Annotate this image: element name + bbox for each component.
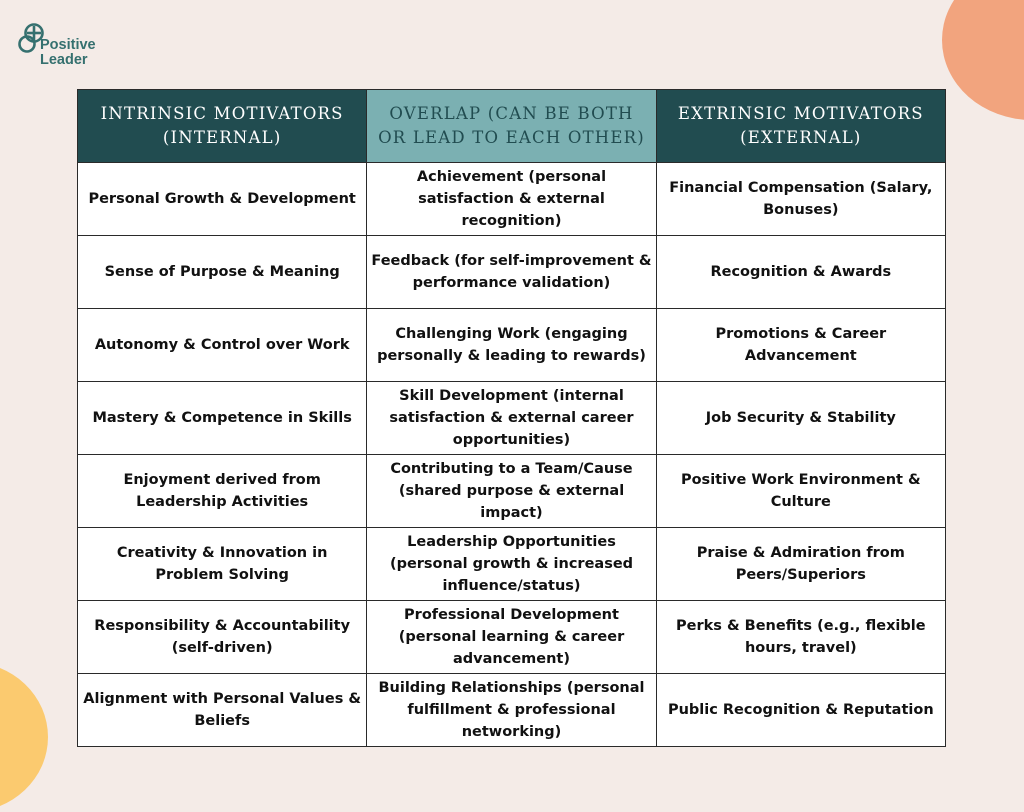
overlap-cell: Skill Development (internal satisfaction & external career opportunities)	[367, 382, 656, 455]
overlap-cell: Challenging Work (engaging personally & leading to rewards)	[367, 309, 656, 382]
intrinsic-cell: Mastery & Competence in Skills	[78, 382, 367, 455]
table-row	[78, 455, 946, 528]
extrinsic-cell: Promotions & Career Advancement	[656, 309, 945, 382]
positive-leader-logo	[18, 20, 118, 70]
table-row	[78, 309, 946, 382]
header-extrinsic: EXTRINSIC MOTIVATORS (EXTERNAL)	[656, 90, 945, 163]
extrinsic-cell: Recognition & Awards	[656, 236, 945, 309]
table-row	[78, 674, 946, 747]
intrinsic-cell: Responsibility & Accountability (self-driven)	[78, 601, 367, 674]
table-row	[78, 601, 946, 674]
extrinsic-cell: Financial Compensation (Salary, Bonuses)	[656, 163, 945, 236]
table-row	[78, 382, 946, 455]
extrinsic-cell: Praise & Admiration from Peers/Superiors	[656, 528, 945, 601]
header-intrinsic: INTRINSIC MOTIVATORS (INTERNAL)	[78, 90, 367, 163]
logo-wordmark	[40, 38, 96, 68]
table-row	[78, 528, 946, 601]
overlap-cell: Contributing to a Team/Cause (shared purpose & external impact)	[367, 455, 656, 528]
logo-word-positive: Positive	[40, 37, 96, 53]
overlap-cell: Professional Development (personal learning & career advancement)	[367, 601, 656, 674]
extrinsic-cell: Job Security & Stability	[656, 382, 945, 455]
extrinsic-cell: Public Recognition & Reputation	[656, 674, 945, 747]
header-overlap: OVERLAP (CAN BE BOTH OR LEAD TO EACH OTHER)	[367, 90, 656, 163]
intrinsic-cell: Enjoyment derived from Leadership Activities	[78, 455, 367, 528]
logo-word-leader: Leader	[40, 52, 88, 68]
motivators-table	[77, 89, 946, 747]
overlap-cell: Achievement (personal satisfaction & external recognition)	[367, 163, 656, 236]
decorative-yellow-circle	[0, 662, 48, 812]
extrinsic-cell: Positive Work Environment & Culture	[656, 455, 945, 528]
intrinsic-cell: Autonomy & Control over Work	[78, 309, 367, 382]
intrinsic-cell: Alignment with Personal Values & Beliefs	[78, 674, 367, 747]
decorative-orange-circle	[942, 0, 1024, 120]
extrinsic-cell: Perks & Benefits (e.g., flexible hours, travel)	[656, 601, 945, 674]
intrinsic-cell: Creativity & Innovation in Problem Solving	[78, 528, 367, 601]
overlap-cell: Feedback (for self-improvement & performance validation)	[367, 236, 656, 309]
table-row	[78, 236, 946, 309]
intrinsic-cell: Sense of Purpose & Meaning	[78, 236, 367, 309]
overlap-cell: Leadership Opportunities (personal growth & increased influence/status)	[367, 528, 656, 601]
intrinsic-cell: Personal Growth & Development	[78, 163, 367, 236]
table-row	[78, 163, 946, 236]
overlap-cell: Building Relationships (personal fulfillment & professional networking)	[367, 674, 656, 747]
table-header-row	[78, 90, 946, 163]
